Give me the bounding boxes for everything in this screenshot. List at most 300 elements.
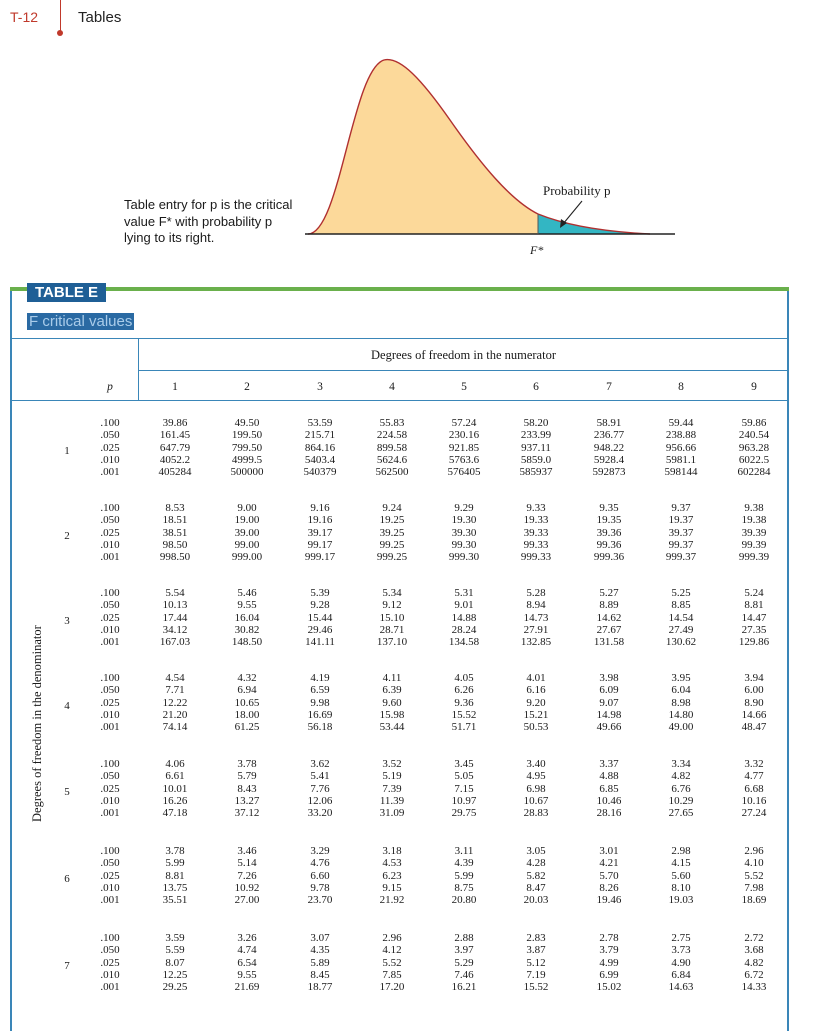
critical-value: 215.71 <box>304 429 336 442</box>
critical-value: 7.39 <box>382 782 402 795</box>
critical-value: 9.20 <box>526 696 546 709</box>
critical-value: 16.26 <box>162 794 188 807</box>
critical-values-col-5 <box>434 672 494 733</box>
critical-value: 14.54 <box>668 611 694 624</box>
critical-values-col-3 <box>290 502 350 563</box>
critical-value: 15.98 <box>379 708 405 721</box>
p-value: .025 <box>100 782 120 795</box>
critical-values-col-4 <box>362 502 422 563</box>
critical-values-col-7 <box>579 587 639 648</box>
critical-value: 602284 <box>737 466 771 479</box>
critical-value: 5.12 <box>526 956 546 969</box>
critical-value: 9.35 <box>599 502 619 514</box>
p-values <box>80 845 140 906</box>
critical-value: 19.30 <box>451 514 477 527</box>
critical-value: 19.35 <box>596 514 622 527</box>
critical-value: 899.58 <box>376 441 408 454</box>
critical-value: 3.59 <box>165 932 185 944</box>
critical-value: 2.88 <box>454 932 474 944</box>
critical-value: 8.75 <box>454 881 474 894</box>
p-value: .025 <box>100 956 120 969</box>
critical-value: 230.16 <box>448 429 480 442</box>
table-rule <box>10 400 789 401</box>
critical-values-col-6 <box>506 587 566 648</box>
critical-value: 998.50 <box>159 551 191 564</box>
critical-value: 4.28 <box>526 857 546 870</box>
denominator-df: 2 <box>64 530 70 542</box>
critical-value: 999.36 <box>593 551 625 564</box>
critical-values-col-2 <box>217 587 277 648</box>
critical-value: 647.79 <box>159 441 191 454</box>
critical-value: 5.46 <box>237 587 257 599</box>
critical-value: 7.19 <box>526 968 546 981</box>
critical-value: 21.92 <box>379 894 405 907</box>
critical-value: 6.26 <box>454 684 474 697</box>
critical-value: 6.39 <box>382 684 402 697</box>
critical-value: 576405 <box>447 466 481 479</box>
critical-value: 7.85 <box>382 968 402 981</box>
page-number: T-12 <box>10 9 39 25</box>
p-values <box>80 587 140 648</box>
critical-values-col-6 <box>506 502 566 563</box>
critical-value: 598144 <box>664 466 698 479</box>
critical-value: 29.46 <box>307 623 333 636</box>
critical-values-col-4 <box>362 845 422 906</box>
p-value: .100 <box>100 845 120 857</box>
critical-value: 129.86 <box>738 636 770 649</box>
critical-value: 2.78 <box>599 932 619 944</box>
p-value: .001 <box>100 466 120 479</box>
critical-value: 11.39 <box>379 794 405 807</box>
critical-value: 148.50 <box>231 636 263 649</box>
critical-value: 28.71 <box>379 623 405 636</box>
critical-value: 3.37 <box>599 758 619 770</box>
critical-value: 19.37 <box>668 514 694 527</box>
critical-values-col-5 <box>434 845 494 906</box>
critical-value: 18.00 <box>234 708 260 721</box>
column-header: 6 <box>533 381 539 393</box>
critical-values-col-7 <box>579 417 639 478</box>
critical-value: 4.39 <box>454 857 474 870</box>
critical-value: 8.81 <box>165 869 185 882</box>
denominator-df: 6 <box>64 873 70 885</box>
p-value: .010 <box>100 538 120 551</box>
p-values <box>80 417 140 478</box>
critical-value: 3.46 <box>237 845 257 857</box>
critical-value: 39.17 <box>307 526 333 539</box>
p-value: .010 <box>100 623 120 636</box>
critical-value: 17.44 <box>162 611 188 624</box>
critical-value: 540379 <box>303 466 337 479</box>
critical-value: 9.60 <box>382 696 402 709</box>
critical-value: 10.29 <box>668 794 694 807</box>
p-value: .050 <box>100 944 120 957</box>
critical-value: 921.85 <box>448 441 480 454</box>
critical-value: 2.96 <box>382 932 402 944</box>
critical-value: 6.09 <box>599 684 619 697</box>
critical-value: 39.30 <box>451 526 477 539</box>
critical-values-col-6 <box>506 758 566 819</box>
critical-values-col-2 <box>217 758 277 819</box>
critical-value: 9.01 <box>454 599 474 612</box>
critical-value: 6.68 <box>744 782 764 795</box>
critical-value: 6.94 <box>237 684 257 697</box>
critical-value: 585937 <box>519 466 553 479</box>
critical-value: 37.12 <box>234 807 260 820</box>
column-header: 9 <box>751 381 757 393</box>
critical-value: 13.75 <box>162 881 188 894</box>
p-value: .025 <box>100 611 120 624</box>
critical-value: 5.82 <box>526 869 546 882</box>
critical-value: 500000 <box>230 466 264 479</box>
critical-value: 224.58 <box>376 429 408 442</box>
critical-values-col-1 <box>145 932 205 993</box>
critical-value: 948.22 <box>593 441 625 454</box>
critical-value-label: F* <box>530 243 544 257</box>
denominator-df: 4 <box>64 700 70 712</box>
critical-value: 4.21 <box>599 857 619 870</box>
p-value: .100 <box>100 672 120 684</box>
column-header: 1 <box>172 381 178 393</box>
critical-values-col-2 <box>217 502 277 563</box>
p-value: .025 <box>100 869 120 882</box>
critical-value: 4.32 <box>237 672 257 684</box>
critical-value: 19.33 <box>523 514 549 527</box>
critical-value: 8.10 <box>671 881 691 894</box>
df-block-5 <box>0 758 837 838</box>
critical-value: 27.35 <box>741 623 767 636</box>
p-values <box>80 932 140 993</box>
df-block-1 <box>0 417 837 497</box>
critical-value: 61.25 <box>234 721 260 734</box>
p-value: .001 <box>100 721 120 734</box>
critical-value: 5.99 <box>165 857 185 870</box>
denominator-df: 7 <box>64 960 70 972</box>
critical-value: 53.59 <box>307 417 333 429</box>
critical-value: 6.54 <box>237 956 257 969</box>
critical-value: 39.86 <box>162 417 188 429</box>
critical-values-col-3 <box>290 417 350 478</box>
critical-value: 8.89 <box>599 599 619 612</box>
critical-value: 4.77 <box>744 770 764 783</box>
critical-value: 48.47 <box>741 721 767 734</box>
critical-value: 3.45 <box>454 758 474 770</box>
critical-value: 8.53 <box>165 502 185 514</box>
critical-value: 3.95 <box>671 672 691 684</box>
critical-value: 15.21 <box>523 708 549 721</box>
critical-value: 141.11 <box>305 636 335 649</box>
critical-value: 14.88 <box>451 611 477 624</box>
critical-value: 799.50 <box>231 441 263 454</box>
critical-value: 6.16 <box>526 684 546 697</box>
critical-value: 14.98 <box>596 708 622 721</box>
critical-value: 15.44 <box>307 611 333 624</box>
critical-value: 5.31 <box>454 587 474 599</box>
p-value: .010 <box>100 453 120 466</box>
critical-value: 51.71 <box>451 721 477 734</box>
header-dot <box>57 30 63 36</box>
critical-value: 562500 <box>375 466 409 479</box>
critical-value: 10.16 <box>741 794 767 807</box>
critical-values-col-4 <box>362 672 422 733</box>
critical-value: 5.14 <box>237 857 257 870</box>
denominator-df: 3 <box>64 615 70 627</box>
critical-values-col-8 <box>651 672 711 733</box>
critical-value: 5859.0 <box>520 453 552 466</box>
p-value: .050 <box>100 429 120 442</box>
df-block-6 <box>0 845 837 925</box>
critical-value: 4.53 <box>382 857 402 870</box>
critical-value: 35.51 <box>162 894 188 907</box>
critical-values-col-8 <box>651 587 711 648</box>
critical-values-col-8 <box>651 502 711 563</box>
critical-value: 50.53 <box>523 721 549 734</box>
critical-value: 99.00 <box>234 538 260 551</box>
critical-value: 161.45 <box>159 429 191 442</box>
critical-value: 16.21 <box>451 981 477 994</box>
table-label: TABLE E <box>27 283 106 302</box>
critical-value: 59.44 <box>668 417 694 429</box>
critical-value: 5763.6 <box>448 453 480 466</box>
critical-value: 864.16 <box>304 441 336 454</box>
critical-value: 39.36 <box>596 526 622 539</box>
critical-value: 55.83 <box>379 417 405 429</box>
critical-value: 2.75 <box>671 932 691 944</box>
critical-value: 31.09 <box>379 807 405 820</box>
p-value: .010 <box>100 968 120 981</box>
table-rule <box>138 370 789 371</box>
critical-value: 240.54 <box>738 429 770 442</box>
critical-value: 27.49 <box>668 623 694 636</box>
critical-values-col-5 <box>434 587 494 648</box>
critical-values-col-2 <box>217 845 277 906</box>
critical-value: 592873 <box>592 466 626 479</box>
column-header: 8 <box>678 381 684 393</box>
figure-description: Table entry for p is the critical value F* with probability p lying to its right. <box>124 197 293 245</box>
df-block-7 <box>0 932 837 1012</box>
critical-value: 4.90 <box>671 956 691 969</box>
critical-value: 130.62 <box>665 636 697 649</box>
critical-value: 29.25 <box>162 981 188 994</box>
critical-values-col-2 <box>217 417 277 478</box>
critical-values-col-6 <box>506 417 566 478</box>
critical-value: 34.12 <box>162 623 188 636</box>
critical-value: 6.98 <box>526 782 546 795</box>
critical-value: 10.92 <box>234 881 260 894</box>
critical-value: 38.51 <box>162 526 188 539</box>
critical-values-col-6 <box>506 845 566 906</box>
critical-value: 15.52 <box>451 708 477 721</box>
critical-value: 27.91 <box>523 623 549 636</box>
critical-value: 9.55 <box>237 599 257 612</box>
critical-value: 28.16 <box>596 807 622 820</box>
critical-values-col-8 <box>651 932 711 993</box>
table-top-rule <box>10 287 789 291</box>
critical-value: 5.19 <box>382 770 402 783</box>
critical-value: 999.37 <box>665 551 697 564</box>
critical-value: 5.52 <box>744 869 764 882</box>
critical-value: 10.46 <box>596 794 622 807</box>
critical-value: 7.71 <box>165 684 185 697</box>
critical-value: 9.00 <box>237 502 257 514</box>
critical-value: 99.37 <box>668 538 694 551</box>
critical-value: 3.07 <box>310 932 330 944</box>
critical-values-col-7 <box>579 672 639 733</box>
column-header: 5 <box>461 381 467 393</box>
column-header: 3 <box>317 381 323 393</box>
table-subtitle: F critical values <box>29 313 133 330</box>
critical-values-col-8 <box>651 758 711 819</box>
critical-value: 6.04 <box>671 684 691 697</box>
critical-value: 4.74 <box>237 944 257 957</box>
critical-value: 238.88 <box>665 429 697 442</box>
critical-value: 5.70 <box>599 869 619 882</box>
p-value: .050 <box>100 684 120 697</box>
critical-value: 9.78 <box>310 881 330 894</box>
critical-value: 8.90 <box>744 696 764 709</box>
critical-values-col-6 <box>506 932 566 993</box>
critical-value: 4.15 <box>671 857 691 870</box>
critical-value: 4.11 <box>382 672 402 684</box>
critical-value: 999.25 <box>376 551 408 564</box>
critical-value: 9.55 <box>237 968 257 981</box>
critical-value: 33.20 <box>307 807 333 820</box>
critical-value: 19.03 <box>668 894 694 907</box>
critical-value: 57.24 <box>451 417 477 429</box>
critical-values-col-1 <box>145 672 205 733</box>
critical-value: 9.15 <box>382 881 402 894</box>
critical-value: 58.91 <box>596 417 622 429</box>
critical-value: 5403.4 <box>304 453 336 466</box>
critical-value: 5.52 <box>382 956 402 969</box>
critical-value: 7.15 <box>454 782 474 795</box>
header-rule <box>60 0 61 32</box>
critical-value: 19.38 <box>741 514 767 527</box>
p-value: .050 <box>100 514 120 527</box>
critical-values-col-8 <box>651 845 711 906</box>
critical-value: 6.85 <box>599 782 619 795</box>
critical-value: 5.05 <box>454 770 474 783</box>
p-value: .001 <box>100 551 120 564</box>
critical-value: 9.24 <box>382 502 402 514</box>
critical-value: 3.62 <box>310 758 330 770</box>
critical-values-col-1 <box>145 502 205 563</box>
critical-values-col-9 <box>724 758 784 819</box>
critical-value: 9.98 <box>310 696 330 709</box>
critical-value: 9.37 <box>671 502 691 514</box>
critical-value: 3.01 <box>599 845 619 857</box>
critical-values-col-1 <box>145 845 205 906</box>
critical-value: 8.81 <box>744 599 764 612</box>
critical-value: 10.65 <box>234 696 260 709</box>
critical-value: 6.72 <box>744 968 764 981</box>
column-header: 7 <box>606 381 612 393</box>
critical-value: 49.50 <box>234 417 260 429</box>
critical-value: 5.79 <box>237 770 257 783</box>
critical-values-col-9 <box>724 932 784 993</box>
critical-value: 5.54 <box>165 587 185 599</box>
critical-values-col-8 <box>651 417 711 478</box>
critical-value: 999.33 <box>520 551 552 564</box>
critical-value: 2.96 <box>744 845 764 857</box>
curve-body-fill <box>308 60 538 234</box>
critical-value: 30.82 <box>234 623 260 636</box>
critical-value: 98.50 <box>162 538 188 551</box>
critical-value: 10.13 <box>162 599 188 612</box>
critical-values-col-3 <box>290 672 350 733</box>
critical-value: 233.99 <box>520 429 552 442</box>
p-value: .010 <box>100 881 120 894</box>
denominator-title: Degrees of freedom in the denominator <box>30 625 44 822</box>
critical-value: 4.19 <box>310 672 330 684</box>
critical-values-col-3 <box>290 587 350 648</box>
critical-value: 4.35 <box>310 944 330 957</box>
critical-value: 39.25 <box>379 526 405 539</box>
critical-value: 28.83 <box>523 807 549 820</box>
section-title: Tables <box>78 9 122 26</box>
critical-value: 134.58 <box>448 636 480 649</box>
critical-value: 14.47 <box>741 611 767 624</box>
critical-value: 3.52 <box>382 758 402 770</box>
critical-value: 21.20 <box>162 708 188 721</box>
critical-value: 14.73 <box>523 611 549 624</box>
critical-value: 14.66 <box>741 708 767 721</box>
critical-value: 20.80 <box>451 894 477 907</box>
critical-value: 2.72 <box>744 932 764 944</box>
critical-value: 4052.2 <box>159 453 191 466</box>
critical-value: 3.78 <box>165 845 185 857</box>
critical-values-col-7 <box>579 758 639 819</box>
denominator-df: 5 <box>64 786 70 798</box>
critical-value: 27.00 <box>234 894 260 907</box>
critical-value: 999.17 <box>304 551 336 564</box>
critical-value: 4.01 <box>526 672 546 684</box>
critical-value: 12.06 <box>307 794 333 807</box>
critical-value: 7.76 <box>310 782 330 795</box>
critical-value: 5.41 <box>310 770 330 783</box>
critical-value: 17.20 <box>379 981 405 994</box>
critical-value: 9.12 <box>382 599 402 612</box>
critical-value: 5.99 <box>454 869 474 882</box>
critical-value: 6.84 <box>671 968 691 981</box>
critical-values-col-4 <box>362 587 422 648</box>
critical-value: 39.33 <box>523 526 549 539</box>
column-header: 2 <box>244 381 250 393</box>
critical-value: 236.77 <box>593 429 625 442</box>
critical-value: 16.04 <box>234 611 260 624</box>
p-value: .050 <box>100 857 120 870</box>
critical-value: 18.51 <box>162 514 188 527</box>
critical-value: 3.40 <box>526 758 546 770</box>
critical-value: 8.45 <box>310 968 330 981</box>
critical-value: 8.85 <box>671 599 691 612</box>
critical-value: 99.39 <box>741 538 767 551</box>
critical-value: 14.63 <box>668 981 694 994</box>
p-value: .100 <box>100 502 120 514</box>
table-rule <box>10 338 789 339</box>
critical-values-col-7 <box>579 845 639 906</box>
critical-value: 5.25 <box>671 587 691 599</box>
critical-value: 4.10 <box>744 857 764 870</box>
critical-value: 9.28 <box>310 599 330 612</box>
numerator-title: Degrees of freedom in the numerator <box>371 348 556 362</box>
critical-value: 3.73 <box>671 944 691 957</box>
critical-value: 23.70 <box>307 894 333 907</box>
p-value: .100 <box>100 758 120 770</box>
p-column-header: p <box>107 381 113 393</box>
critical-value: 14.33 <box>741 981 767 994</box>
critical-values-col-9 <box>724 502 784 563</box>
